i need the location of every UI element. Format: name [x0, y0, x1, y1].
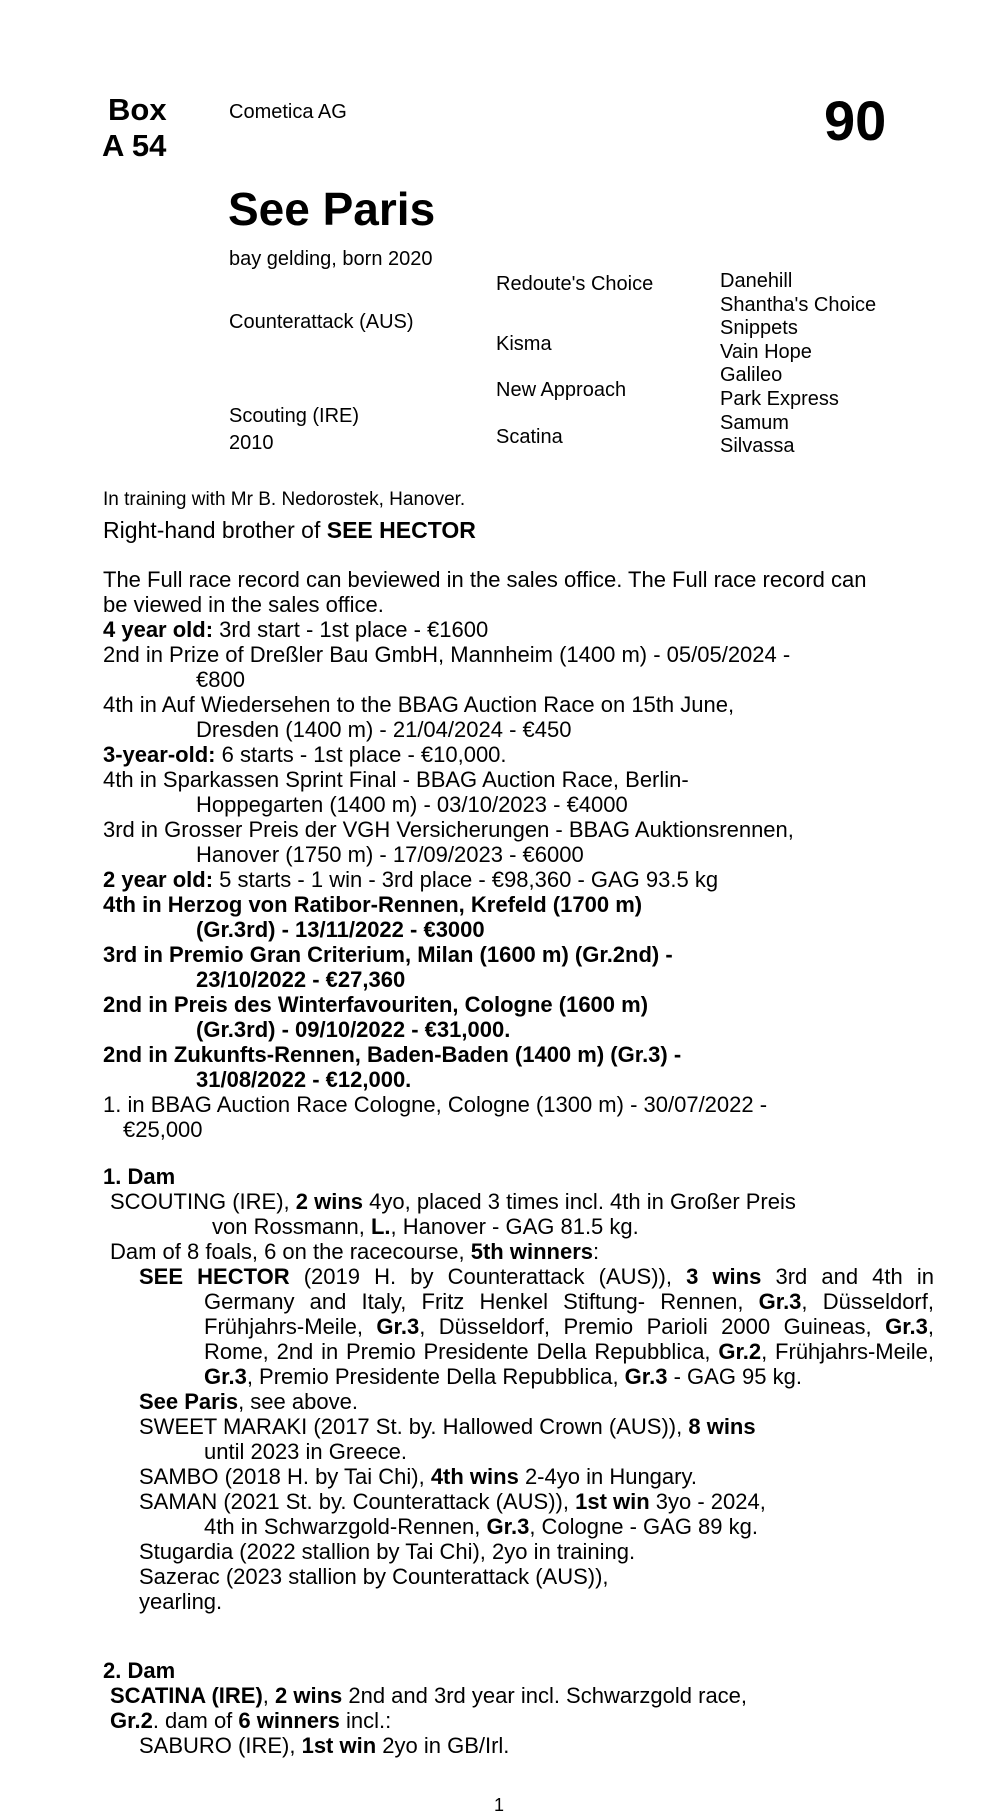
saman-line2: [103, 1514, 934, 1539]
record-2yo-bold7: 2nd in Zukunfts-Rennen, Baden-Baden (1400 m) (Gr.3) -: [103, 1042, 682, 1067]
sambo-text: SAMBO (2018 H. by Tai Chi),: [139, 1464, 431, 1489]
record-2yo-bold3: 3rd in Premio Gran Criterium, Milan (1600 m) (Gr.2nd) -: [103, 942, 673, 967]
see-hector-gr3-e: Gr.3: [624, 1364, 668, 1389]
see-hector-gr2: Gr.2: [718, 1339, 762, 1364]
pedigree-gg-7: Samum: [720, 411, 789, 434]
see-hector-text1: (2019 H. by Counterattack (AUS)),: [289, 1264, 687, 1289]
foals-winners: 5th winners: [470, 1239, 593, 1264]
pedigree-gg-8: Silvassa: [720, 435, 795, 458]
see-hector-text7: , Premio Presidente Della Repubblica,: [246, 1364, 625, 1389]
brother-prefix: Right-hand brother of: [103, 517, 327, 543]
record-2yo-summary: [103, 867, 934, 892]
pedigree-sire-dam: Kisma: [496, 333, 552, 355]
see-paris-text: , see above.: [238, 1389, 358, 1414]
produce-see-paris: [103, 1389, 934, 1414]
produce-stugardia: Stugardia (2022 stallion by Tai Chi), 2yo in training.: [139, 1539, 636, 1564]
sazerac-line2: yearling.: [139, 1589, 223, 1614]
sweet-maraki-line2: until 2023 in Greece.: [204, 1439, 408, 1464]
first-dam-foals: [103, 1239, 934, 1264]
saman-text: SAMAN (2021 St. by. Counterattack (AUS)),: [139, 1489, 576, 1514]
saman-win: 1st win: [575, 1489, 650, 1514]
record-4yo-summary: [103, 617, 934, 642]
first-dam-line2: [103, 1214, 934, 1239]
first-dam-heading: 1. Dam: [103, 1164, 176, 1189]
record-3yo-line2: Hoppegarten (1400 m) - 03/10/2023 - €4000: [196, 792, 628, 817]
produce-see-hector: [103, 1264, 934, 1389]
horse-description: bay gelding, born 2020: [229, 248, 433, 270]
first-dam-line2-post: , Hanover - GAG 81.5 kg.: [390, 1214, 639, 1239]
record-4yo-line1: 2nd in Prize of Dreßler Bau GmbH, Mannheim (1400 m) - 05/05/2024 -: [103, 642, 791, 667]
first-dam-line2-pre: von Rossmann,: [212, 1214, 371, 1239]
consignor: Cometica AG: [229, 101, 347, 123]
pedigree-gg-3: Snippets: [720, 317, 798, 340]
see-hector-name: SEE HECTOR: [139, 1264, 290, 1289]
record-2yo-bold4: 23/10/2022 - €27,360: [196, 967, 406, 992]
saman-line2-post: , Cologne - GAG 89 kg.: [529, 1514, 758, 1539]
produce-sazerac: Sazerac (2023 stallion by Counterattack (AUS)),: [139, 1564, 609, 1589]
second-dam-wins: 2 wins: [275, 1683, 343, 1708]
see-hector-text4: , Düsseldorf, Premio Parioli 2000 Guineas,: [419, 1314, 886, 1339]
record-2yo-last1: 1. in BBAG Auction Race Cologne, Cologne (1300 m) - 30/07/2022 -: [103, 1092, 768, 1117]
first-dam-section: [103, 1164, 934, 1614]
record-3yo-line3: 3rd in Grosser Preis der VGH Versicherungen - BBAG Auktionsrennen,: [103, 817, 794, 842]
sambo-wins: 4th wins: [430, 1464, 519, 1489]
see-hector-wins: 3 wins: [686, 1264, 762, 1289]
pedigree-third-generation: [720, 270, 876, 459]
brother-note: [103, 517, 476, 544]
record-2yo-label: 2 year old:: [103, 867, 214, 892]
pedigree-dam: Scouting (IRE): [229, 405, 360, 427]
record-2yo-text: 5 starts - 1 win - 3rd place - €98,360 - GAG 93.5 kg: [213, 867, 719, 892]
pedigree-gg-6: Park Express: [720, 387, 839, 410]
record-4yo-text: 3rd start - 1st place - €1600: [213, 617, 489, 642]
see-hector-gr3-c: Gr.3: [885, 1314, 928, 1339]
saman-text2: 3yo - 2024,: [649, 1489, 766, 1514]
record-2yo-last2: €25,000: [123, 1117, 203, 1142]
second-dam-text3: incl.:: [339, 1708, 392, 1733]
page-number: 1: [494, 1795, 505, 1815]
produce-sweet-maraki: [103, 1414, 934, 1439]
sambo-text2: 2-4yo in Hungary.: [518, 1464, 697, 1489]
record-2yo-bold2: (Gr.3rd) - 13/11/2022 - €3000: [196, 917, 485, 942]
record-2yo-bold8: 31/08/2022 - €12,000.: [196, 1067, 412, 1092]
record-4yo-line2: €800: [196, 667, 245, 692]
lot-number: 90: [824, 89, 887, 152]
pedigree-gg-5: Galileo: [720, 364, 783, 387]
sweet-maraki-text: SWEET MARAKI (2017 St. by. Hallowed Crown (AUS)),: [139, 1414, 689, 1439]
pedigree-gg-2: Shantha's Choice: [720, 293, 877, 316]
produce-sambo: [103, 1464, 934, 1489]
horse-name: See Paris: [228, 183, 436, 235]
record-4yo-line3: 4th in Auf Wiedersehen to the BBAG Auction Race on 15th June,: [103, 692, 735, 717]
pedigree-sire-sire: Redoute's Choice: [496, 273, 654, 295]
brother-name: SEE HECTOR: [326, 517, 476, 543]
record-3yo-label: 3-year-old:: [103, 742, 216, 767]
second-dam-line1: [103, 1683, 934, 1708]
box-number: A 54: [102, 128, 167, 163]
second-dam-text2: . dam of: [152, 1708, 239, 1733]
race-record: [103, 567, 934, 1142]
record-4yo-line4: Dresden (1400 m) - 21/04/2024 - €450: [196, 717, 572, 742]
record-3yo-line1: 4th in Sparkassen Sprint Final - BBAG Auction Race, Berlin-: [103, 767, 689, 792]
second-dam-comma: ,: [262, 1683, 275, 1708]
see-hector-text5: , Rome, 2nd in Premio Presidente Della Repubblica,: [204, 1314, 935, 1364]
pedigree-gg-4: Vain Hope: [720, 340, 812, 363]
record-2yo-bold1: 4th in Herzog von Ratibor-Rennen, Krefeld (1700 m): [103, 892, 643, 917]
record-3yo-line4: Hanover (1750 m) - 17/09/2023 - €6000: [196, 842, 584, 867]
second-dam-section: [103, 1658, 934, 1758]
see-hector-text6: , Frühjahrs-Meile,: [761, 1339, 934, 1364]
pedigree-gg-1: Danehill: [720, 270, 793, 292]
first-dam-wins: 2 wins: [295, 1189, 364, 1214]
first-dam-name: SCOUTING (IRE),: [110, 1189, 296, 1214]
training-note: In training with Mr B. Nedorostek, Hanover.: [103, 489, 466, 510]
saburo-name: SABURO (IRE),: [139, 1733, 302, 1758]
second-dam-winners: 6 winners: [238, 1708, 340, 1733]
see-hector-text2: 3rd and 4th in Germany and Italy, Fritz Henkel Stiftung- Rennen,: [204, 1264, 934, 1314]
produce-saman: [103, 1489, 934, 1514]
pedigree-dam-year: 2010: [229, 432, 274, 454]
saman-gr3: Gr.3: [486, 1514, 530, 1539]
pedigree-sire: Counterattack (AUS): [229, 311, 414, 333]
record-4yo-label: 4 year old:: [103, 617, 214, 642]
second-dam-heading: 2. Dam: [103, 1658, 176, 1683]
foals-pre: Dam of 8 foals, 6 on the racecourse,: [110, 1239, 471, 1264]
see-hector-text3: , Düsseldorf, Frühjahrs-Meile,: [204, 1289, 934, 1339]
box-label: [102, 92, 167, 164]
pedigree-dam-dam: Scatina: [496, 426, 563, 448]
second-dam-gr2: Gr.2: [110, 1708, 153, 1733]
saman-line2-pre: 4th in Schwarzgold-Rennen,: [204, 1514, 487, 1539]
second-dam-line2: [103, 1708, 934, 1733]
box-word: Box: [108, 92, 167, 127]
record-3yo-text: 6 starts - 1st place - €10,000.: [215, 742, 507, 767]
first-dam-line1: [103, 1189, 934, 1214]
produce-saburo: [103, 1733, 934, 1758]
foals-post: :: [593, 1239, 600, 1264]
record-2yo-bold5: 2nd in Preis des Winterfavouriten, Cologne (1600 m): [103, 992, 649, 1017]
first-dam-listed: L.: [370, 1214, 391, 1239]
see-hector-text8: - GAG 95 kg.: [667, 1364, 802, 1389]
sweet-maraki-wins: 8 wins: [688, 1414, 756, 1439]
race-record-note: The Full race record can beviewed in the sales office. The Full race record can be viewed in the sales office.: [103, 567, 867, 617]
record-3yo-summary: [103, 742, 934, 767]
see-paris-name: See Paris: [139, 1389, 239, 1414]
second-dam-name: SCATINA (IRE): [110, 1683, 263, 1708]
see-hector-gr3-a: Gr.3: [758, 1289, 802, 1314]
see-hector-gr3-b: Gr.3: [376, 1314, 420, 1339]
see-hector-gr3-d: Gr.3: [204, 1364, 247, 1389]
saburo-text: 2yo in GB/Irl.: [376, 1733, 510, 1758]
pedigree-dam-sire: New Approach: [496, 379, 627, 401]
saburo-win: 1st win: [301, 1733, 377, 1758]
record-2yo-bold6: (Gr.3rd) - 09/10/2022 - €31,000.: [196, 1017, 511, 1042]
second-dam-text: 2nd and 3rd year incl. Schwarzgold race,: [342, 1683, 748, 1708]
first-dam-rest: 4yo, placed 3 times incl. 4th in Großer Preis: [363, 1189, 796, 1214]
